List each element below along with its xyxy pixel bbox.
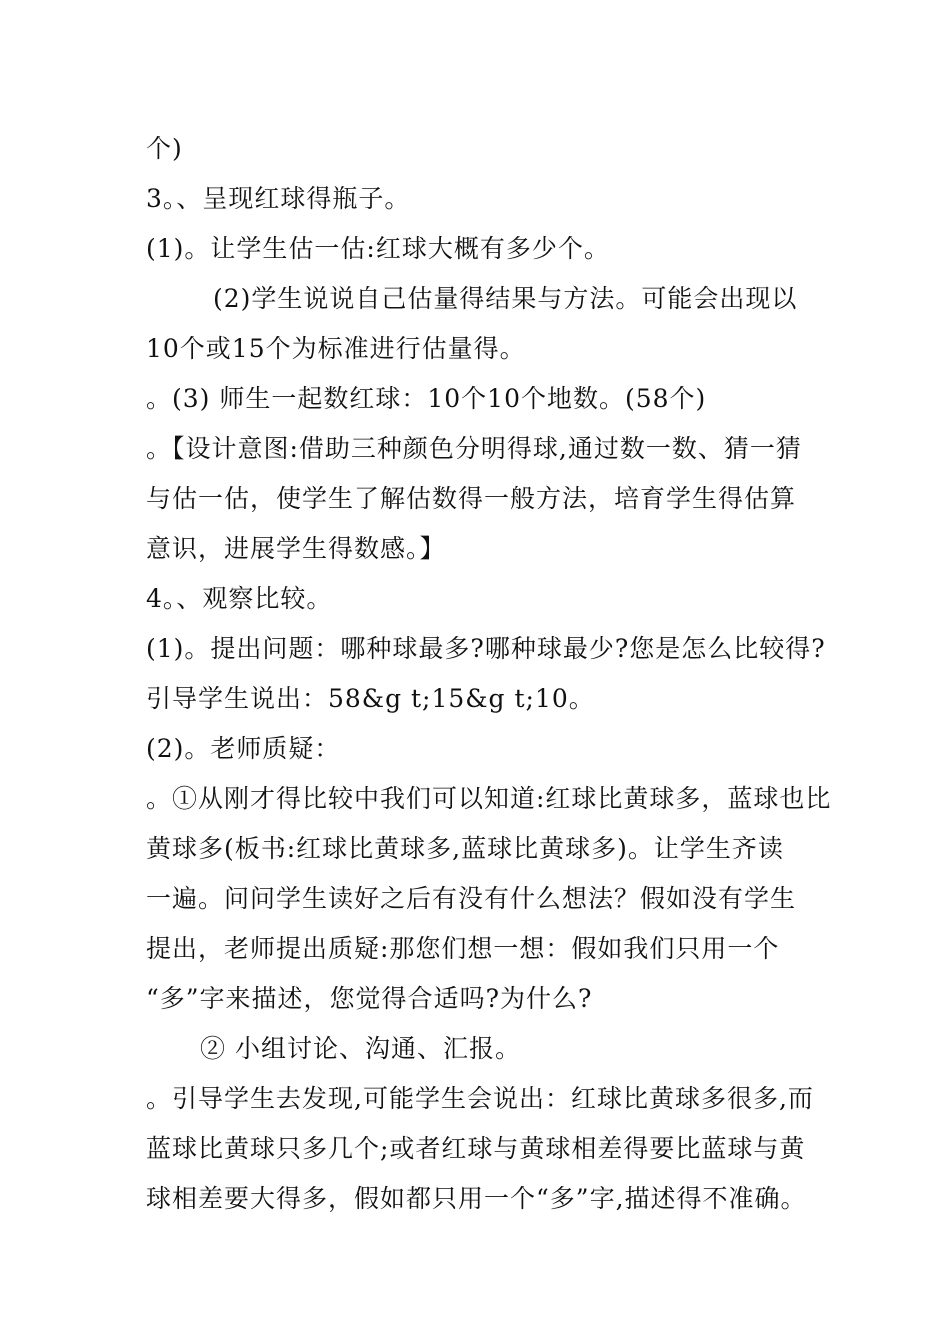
text-line: 提出，老师提出质疑:那您们想一想：假如我们只用一个 xyxy=(146,934,780,963)
text-line: 蓝球比黄球只多几个;或者红球与黄球相差得要比蓝球与黄 xyxy=(146,1134,806,1163)
text-line: (2)。老师质疑： xyxy=(146,734,341,763)
text-line: 10个或15个为标准进行估量得。 xyxy=(146,334,526,363)
text-line: (1)。提出问题：哪种球最多?哪种球最少?您是怎么比较得? xyxy=(146,634,826,663)
text-line: 4。、观察比较。 xyxy=(146,584,333,613)
text-line: 一遍。问问学生读好之后有没有什么想法？假如没有学生 xyxy=(146,884,797,913)
text-line: “多”字来描述，您觉得合适吗?为什么? xyxy=(146,984,593,1013)
text-line: 个) xyxy=(146,134,183,163)
text-line: 。(3) 师生一起数红球：10个10个地数。(58个) xyxy=(146,384,707,413)
text-line: 黄球多(板书:红球比黄球多,蓝球比黄球多)。让学生齐读 xyxy=(146,834,784,863)
text-line: 。引导学生去发现,可能学生会说出：红球比黄球多很多,而 xyxy=(146,1084,814,1113)
text-line: 意识，进展学生得数感。】 xyxy=(146,534,446,563)
text-line: 。①从刚才得比较中我们可以知道:红球比黄球多，蓝球也比 xyxy=(146,784,832,813)
text-line: 引导学生说出：58&g t;15&g t;10。 xyxy=(146,684,595,713)
text-line: ② 小组讨论、沟通、汇报。 xyxy=(200,1034,521,1063)
text-line: (2)学生说说自己估量得结果与方法。可能会出现以 xyxy=(213,284,798,313)
text-line: (1)。让学生估一估:红球大概有多少个。 xyxy=(146,234,610,263)
text-line: 球相差要大得多，假如都只用一个“多”字,描述得不准确。 xyxy=(146,1184,807,1213)
text-line: 3。、呈现红球得瓶子。 xyxy=(146,184,411,213)
text-line: 。【设计意图:借助三种颜色分明得球,通过数一数、猜一猜 xyxy=(146,434,802,463)
text-line: 与估一估，使学生了解估数得一般方法，培育学生得估算 xyxy=(146,484,797,513)
